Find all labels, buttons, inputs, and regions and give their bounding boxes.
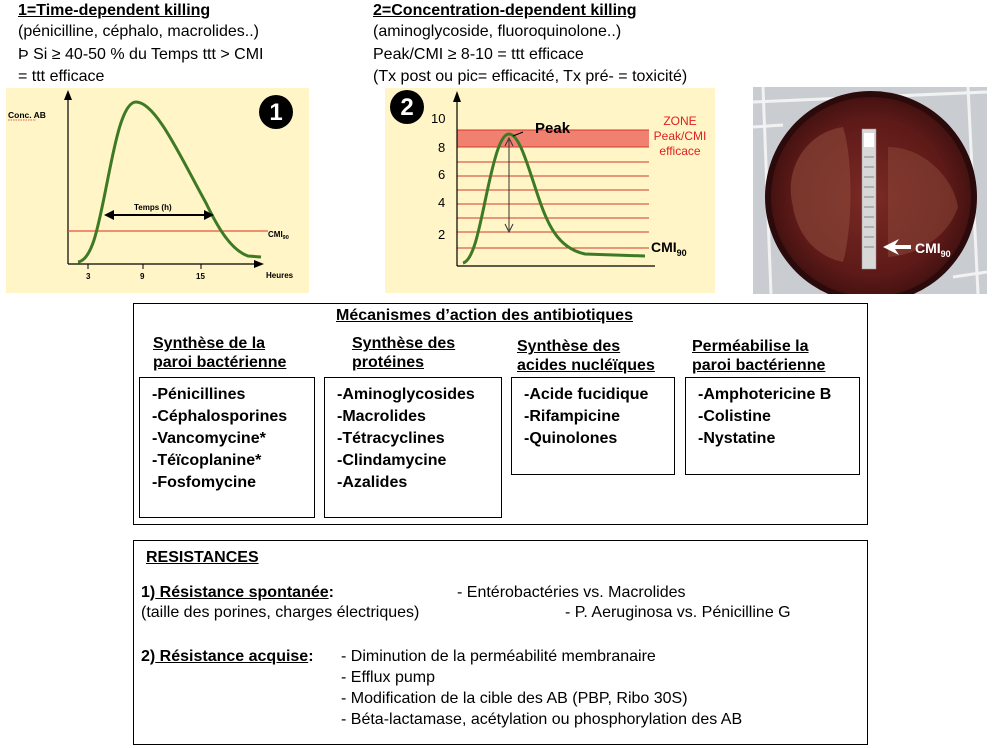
list-item: -Azalides xyxy=(337,474,408,491)
zone-label-2: Peak/CMI xyxy=(653,129,707,143)
tick-3: 3 xyxy=(86,272,91,281)
section1-line-1: (pénicilline, céphalo, macrolides..) xyxy=(18,23,259,40)
resistance-acquired-item-4: - Béta-lactamase, acétylation ou phosphorylation des AB xyxy=(341,711,743,728)
etest-photo xyxy=(753,87,987,294)
list-item: -Nystatine xyxy=(698,430,776,447)
list-item: -Rifampicine xyxy=(524,408,621,425)
mic-label: $CMI_{90}$ xyxy=(651,239,687,258)
section2-title: 2=Concentration-dependent killing xyxy=(373,2,637,19)
resistance-acquired-item-1: - Diminution de la perméabilité membranaire xyxy=(341,648,656,665)
column-head-permeability: Perméabilise la paroi bactérienne xyxy=(692,338,826,374)
time-span-label: Temps (h) xyxy=(134,203,172,212)
resistance-spontaneous-item-1: - Entérobactéries vs. Macrolides xyxy=(457,584,686,601)
concentration-curve xyxy=(463,134,645,263)
section2-line-3: (Tx post ou pic= efficacité, Tx pré- = toxicité) xyxy=(373,68,688,85)
list-item: -Macrolides xyxy=(337,408,426,425)
column-head-nucleic-acids: Synthèse des acides nucléïques xyxy=(517,338,655,374)
list-item: -Colistine xyxy=(698,408,771,425)
list-item: -Téïcoplanine* xyxy=(152,452,262,469)
x-axis-arrow xyxy=(254,260,264,268)
list-item: -Quinolones xyxy=(524,430,618,447)
resistance-spontaneous-item-2: - P. Aeruginosa vs. Pénicilline G xyxy=(565,604,791,621)
x-axis-label: Heures xyxy=(266,271,294,280)
list-item: -Amphotericine B xyxy=(698,386,832,403)
y-axis-arrow xyxy=(64,90,72,100)
ytick-6: 6 xyxy=(438,167,446,182)
drug-list-permeability xyxy=(685,377,860,475)
tick-9: 9 xyxy=(140,272,145,281)
tick-15: 15 xyxy=(196,272,205,281)
peak-label: Peak xyxy=(535,120,571,137)
time-dependent-panel xyxy=(6,88,309,293)
section2-line-2: Peak/CMI ≥ 8-10 = ttt efficace xyxy=(373,46,584,63)
section1-line-3: = ttt efficace xyxy=(18,68,105,85)
time-dependent-chart xyxy=(6,88,309,293)
list-item: -Clindamycine xyxy=(337,452,447,469)
ytick-2: 2 xyxy=(438,227,446,242)
list-item: -Acide fucidique xyxy=(524,386,649,403)
list-item: -Céphalosporines xyxy=(152,408,288,425)
resistance-acquired-item-2: - Efflux pump xyxy=(341,669,435,686)
ytick-8: 8 xyxy=(438,140,446,155)
resistance-acquired-item-3: - Modification de la cible des AB (PBP, Ribo 30S) xyxy=(341,690,688,707)
resistance-spontaneous-heading: 1) Résistance spontanée: xyxy=(141,584,334,601)
list-item: -Tétracyclines xyxy=(337,430,445,447)
section1-title: 1=Time-dependent killing xyxy=(18,2,211,19)
resistance-acquired-heading: 2) Résistance acquise: xyxy=(141,648,314,665)
etest-strip xyxy=(862,129,876,269)
concentration-dependent-chart xyxy=(385,88,715,293)
column-head-proteins: Synthèse des protéines xyxy=(352,335,456,371)
list-item: -Fosfomycine xyxy=(152,474,257,491)
mechanisms-title: Mécanismes d’action des antibiotiques xyxy=(336,307,633,324)
column-head-cell-wall: Synthèse de la paroi bactérienne xyxy=(153,335,287,371)
zone-label-1: ZONE xyxy=(663,114,697,128)
drug-list-proteins xyxy=(324,377,502,518)
list-item: -Pénicillines xyxy=(152,386,246,403)
ytick-10: 10 xyxy=(431,111,446,126)
concentration-curve xyxy=(78,102,261,262)
y-axis-arrow xyxy=(453,91,461,102)
drug-list-cell-wall xyxy=(139,377,315,518)
list-item: -Vancomycine* xyxy=(152,430,266,447)
y-axis-label: Conc. AB xyxy=(8,110,46,120)
photo-mic-label: $CMI_{90}$ xyxy=(915,240,951,259)
concentration-dependent-panel xyxy=(385,88,715,293)
ytick-4: 4 xyxy=(438,195,446,210)
drug-list-nucleic-acids xyxy=(511,377,675,475)
petri-dish-image xyxy=(753,87,987,294)
mic-label: $CMI_{90}$ xyxy=(268,230,289,241)
resistances-title: RESISTANCES xyxy=(146,549,259,566)
zone-label-3: efficace xyxy=(659,144,701,158)
resistance-spontaneous-detail: (taille des porines, charges électriques) xyxy=(141,604,420,621)
badge-1-number: 1 xyxy=(269,99,283,126)
badge-2-number: 2 xyxy=(400,94,414,121)
section2-line-1: (aminoglycoside, fluoroquinolone..) xyxy=(373,23,622,40)
section1-line-2: Þ Si ≥ 40-50 % du Temps ttt > CMI xyxy=(18,46,264,63)
list-item: -Aminoglycosides xyxy=(337,386,475,403)
